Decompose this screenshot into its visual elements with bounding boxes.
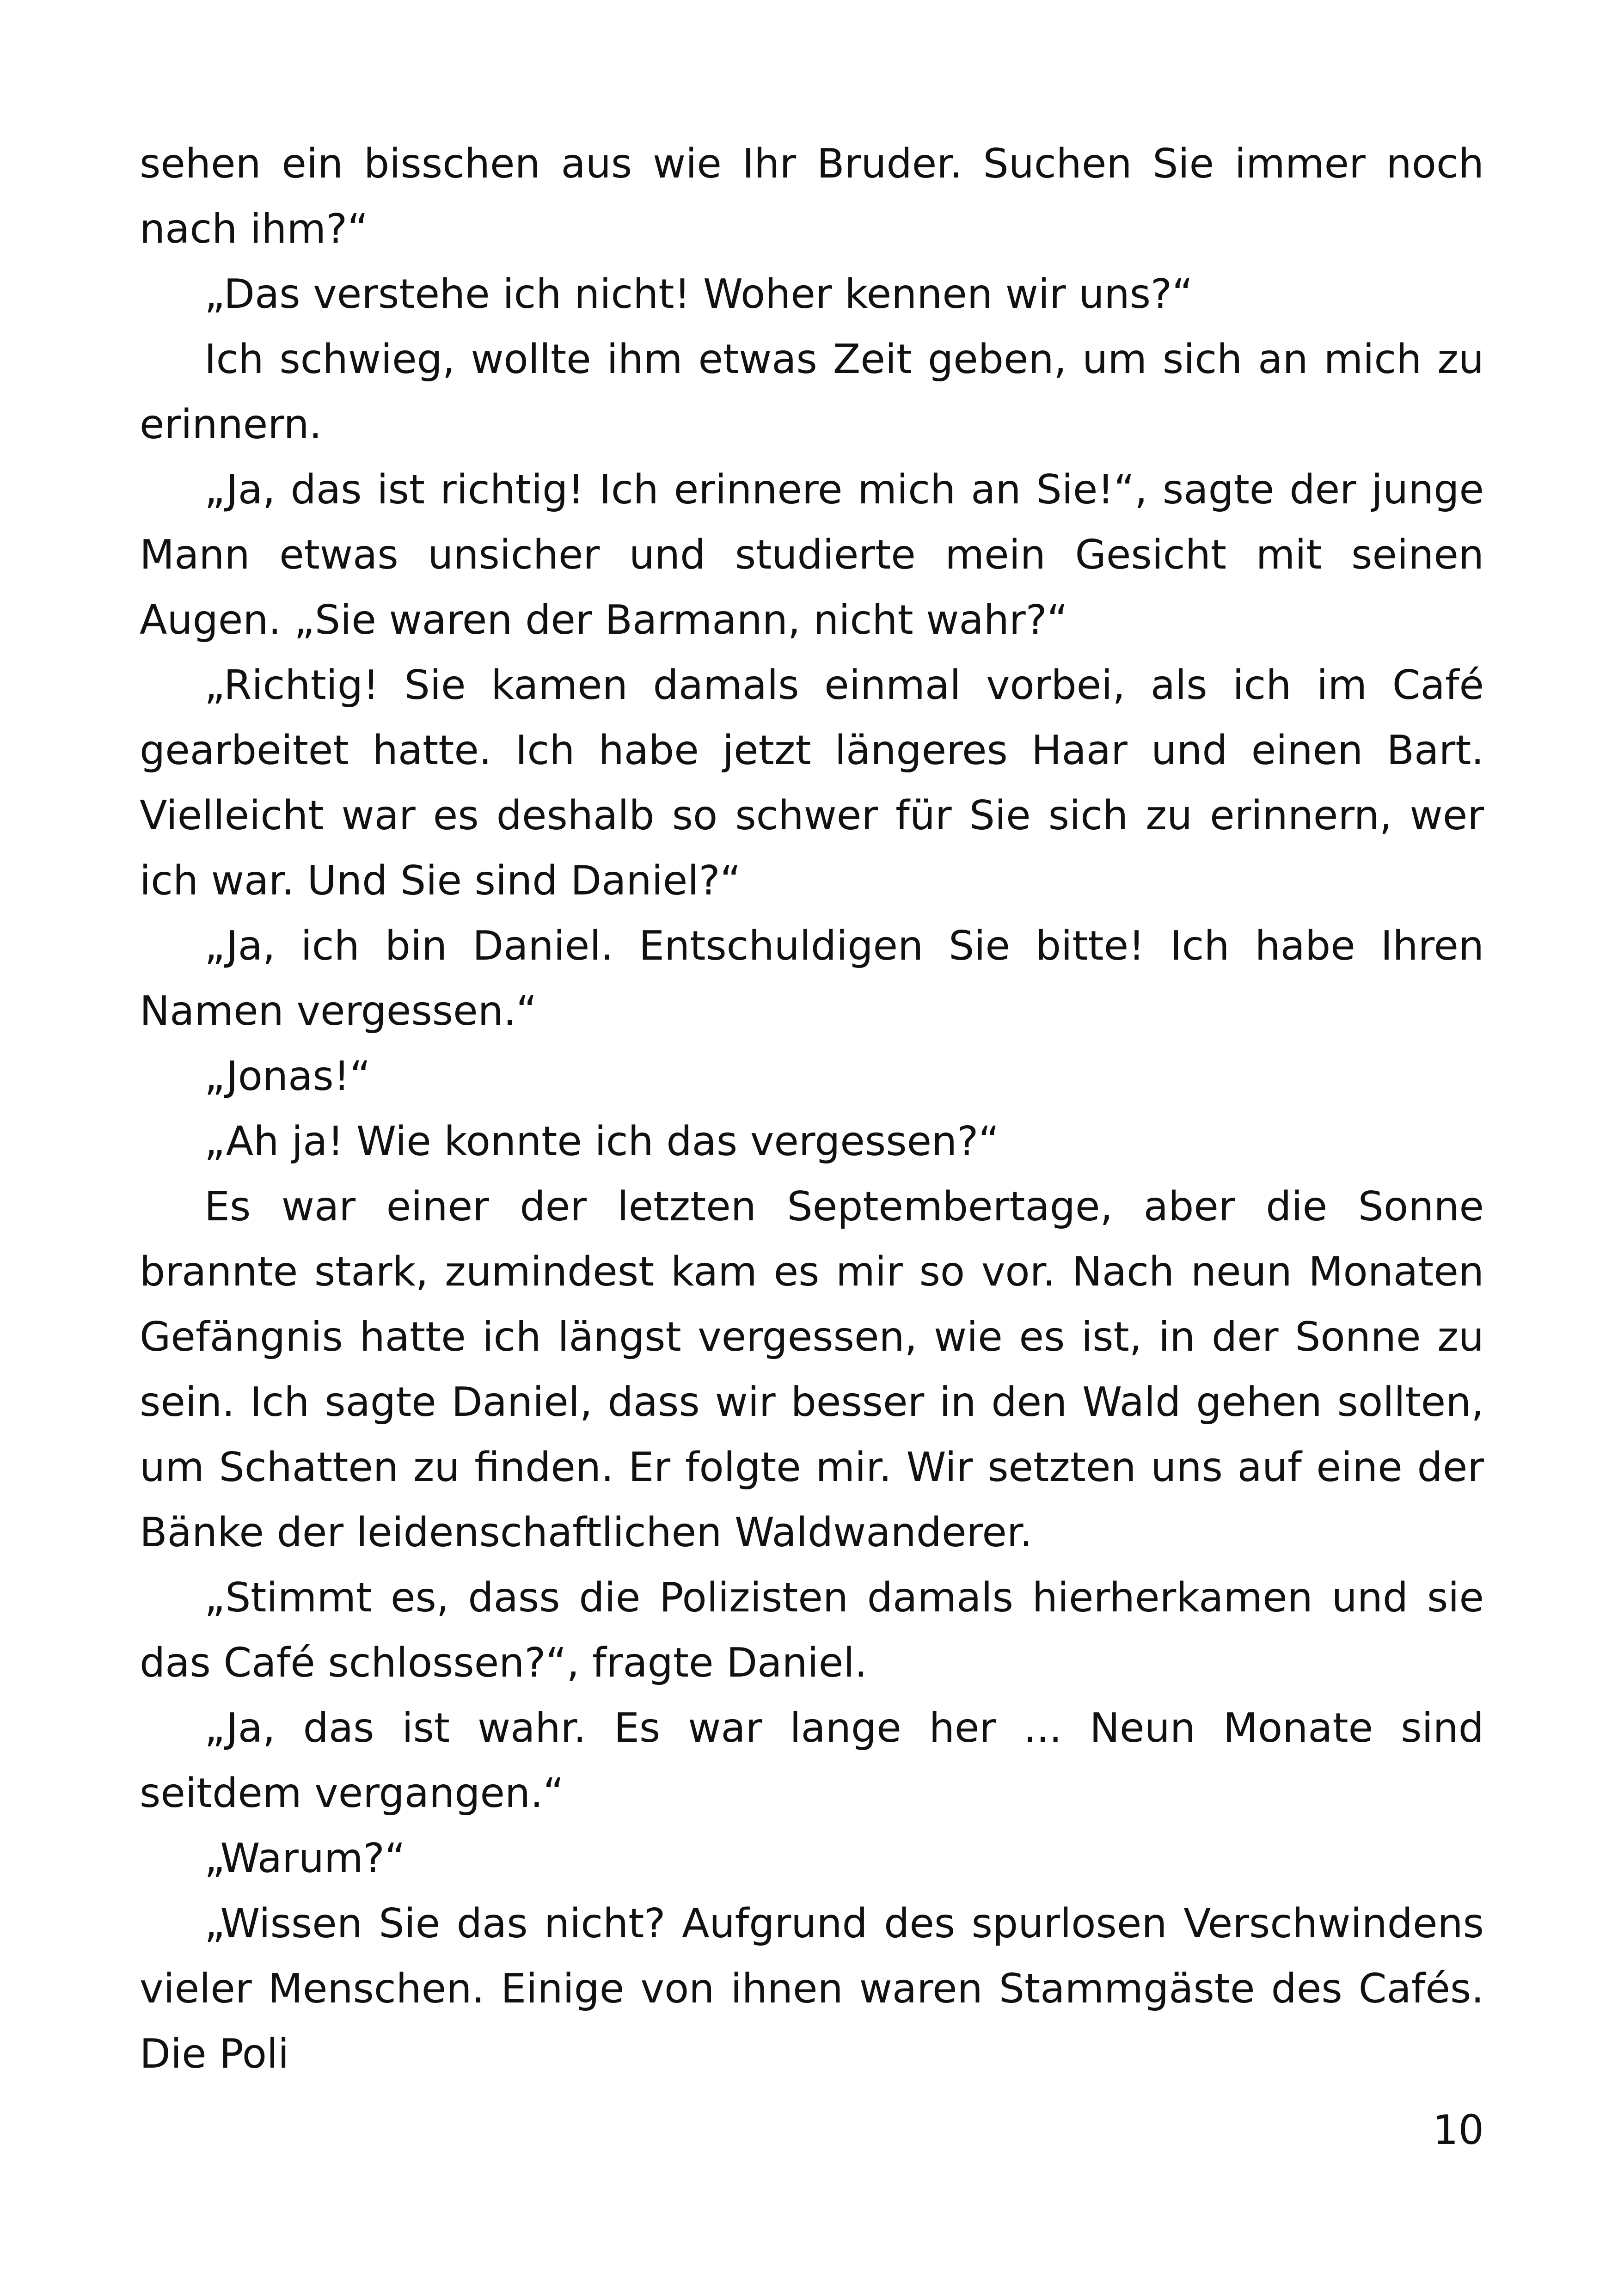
paragraph: „Jonas!“ — [204, 1053, 371, 1100]
paragraph: „Das verstehe ich nicht! Woher kennen wir uns?“ — [204, 270, 1193, 318]
paragraph: „Wissen Sie das nicht? Aufgrund des spurlosen Verschwindens vieler Menschen. Einige von ihnen waren Stammgäste des Cafés. Die Poli — [140, 1900, 1484, 2077]
paragraph: „Ja, das ist richtig! Ich erinnere mich an Sie!“, sagte der junge Mann etwas unsicher und studierte mein Gesicht mit seinen Augen. „Sie waren der Barmann, nicht wahr?“ — [140, 466, 1484, 643]
paragraph: Ich schwieg, wollte ihm etwas Zeit geben, um sich an mich zu erinnern. — [140, 336, 1484, 448]
page-number: 10 — [1433, 2106, 1484, 2154]
paragraph-continuation: sehen ein bisschen aus wie Ihr Bruder. Suchen Sie immer noch nach ihm?“ — [140, 140, 1484, 252]
paragraph: „Ja, das ist wahr. Es war lange her ... Neun Monate sind seitdem vergangen.“ — [140, 1704, 1484, 1817]
paragraph: „Richtig! Sie kamen damals einmal vorbei, als ich im Café gearbeitet hatte. Ich habe jetzt längeres Haar und einen Bart. Vielleicht war es deshalb so schwer für Sie sich zu erinnern, wer ich war. Und Sie sind Daniel?“ — [140, 661, 1484, 904]
paragraph: „Warum?“ — [204, 1835, 405, 1882]
paragraph: „Stimmt es, dass die Polizisten damals hierherkamen und sie das Café schlossen?“, fragte Daniel. — [140, 1574, 1484, 1686]
body-text — [140, 131, 1484, 2087]
paragraph: „Ah ja! Wie konnte ich das vergessen?“ — [204, 1118, 999, 1165]
paragraph: Es war einer der letzten Septembertage, aber die Sonne brannte stark, zumindest kam es mir so vor. Nach neun Monaten Gefängnis hatte ich längst vergessen, wie es ist, in der Sonne zu sein. Ich sagte Daniel, dass wir besser in den Wald gehen sollten, um Schatten zu finden. Er folgte mir. Wir setzten uns auf eine der Bänke der leidenschaftlichen Waldwanderer. — [140, 1183, 1484, 1556]
paragraph: „Ja, ich bin Daniel. Entschuldigen Sie bitte! Ich habe Ihren Namen vergessen.“ — [140, 922, 1484, 1035]
